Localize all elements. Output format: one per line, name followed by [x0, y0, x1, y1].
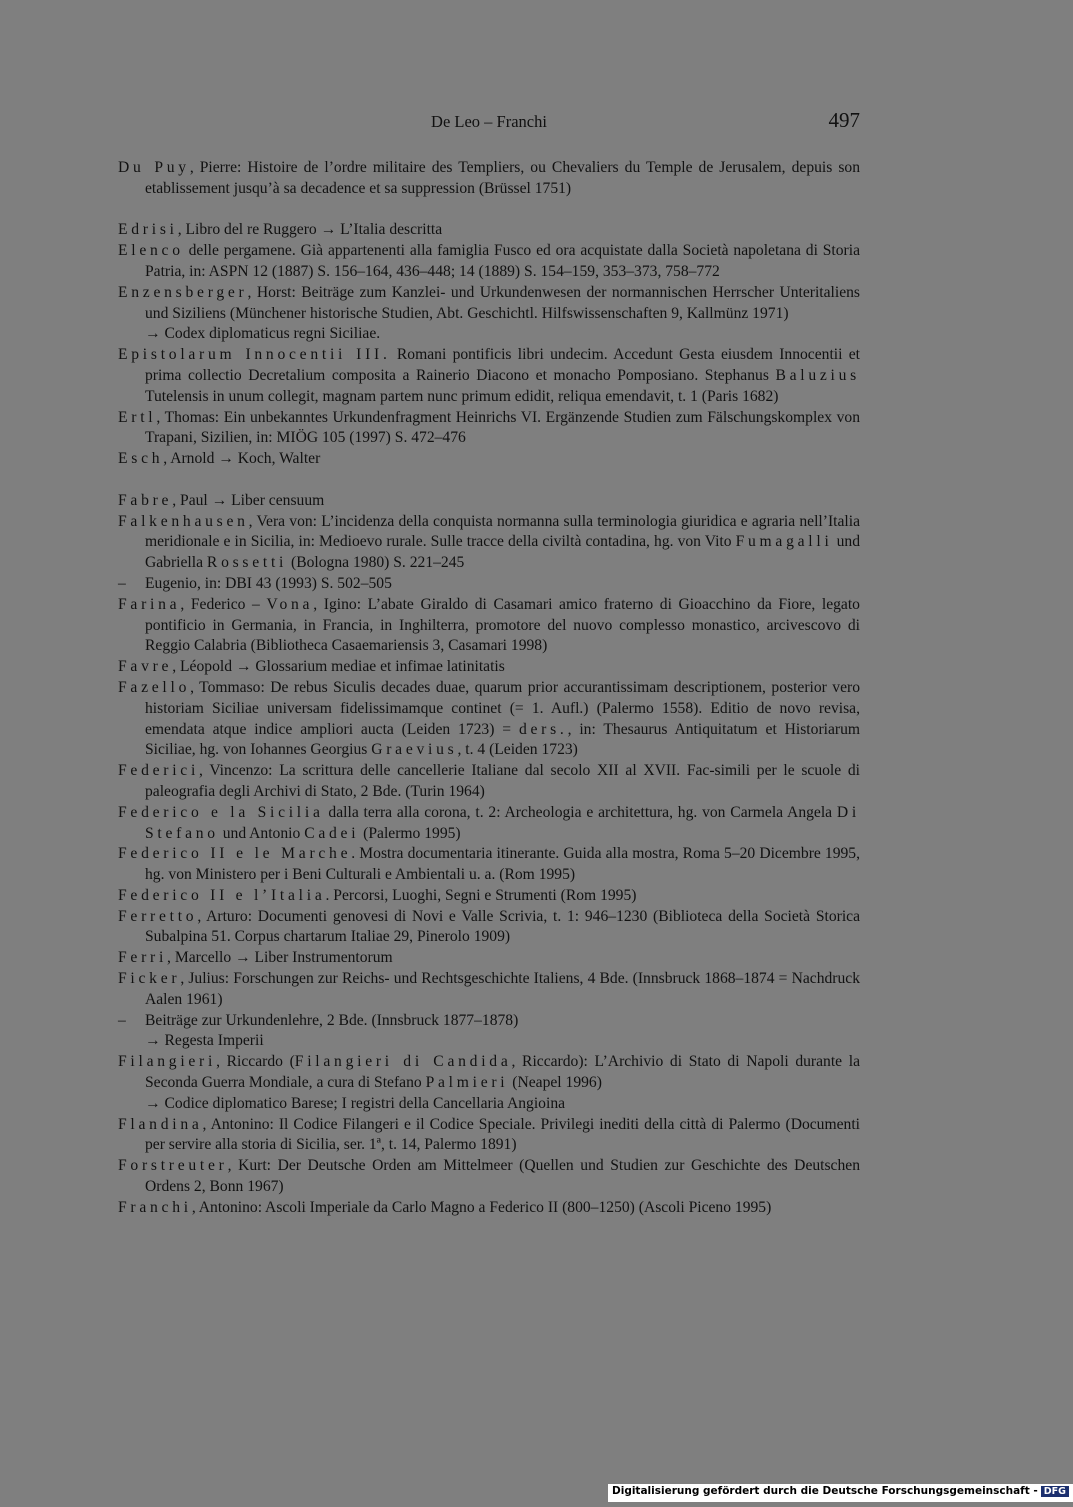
running-header	[118, 108, 860, 138]
entry-text: , Tommaso: De rebus Siculis decades duae, quarum prior accurantissimam descriptionem, posterior vero historiam Siciliae universam fidelissimamque continet (= 1. Aufl.) (Palermo 1558). Editio de novo revisa, emendata atque indice ampliori aucta (Leiden 1723) =	[145, 678, 860, 738]
letter-gap	[118, 200, 860, 221]
bibliography-entry	[118, 1156, 860, 1198]
entry-author: Forstreuter	[118, 1157, 228, 1175]
entry-person: Cadei	[304, 824, 360, 842]
bibliography-entry	[118, 886, 860, 907]
bibliography-entry	[118, 907, 860, 949]
entry-author: Federici	[118, 762, 200, 780]
entry-author: Falkenhausen	[118, 512, 249, 530]
entry-text: , Antonino: Ascoli Imperiale da Carlo Magno a Federico II (800–1250) (Ascoli Piceno 1995)	[191, 1198, 772, 1216]
entry-text: , Thomas: Ein unbekanntes Urkundenfragment Heinrichs VI. Ergänzende Studien zum Fälschungskomplex von Trapani, Sizilien, in: MIÖG 105 (1997) S. 472–476	[145, 408, 860, 447]
entry-author: Esch	[118, 450, 164, 468]
entry-text: , in: Thesaurus Antiquitatum et Historiarum Siciliae, hg. von Iohannes Georgius	[145, 720, 861, 759]
footer-text: Digitalisierung gefördert durch die Deutsche Forschungsgemeinschaft -	[612, 1485, 1038, 1497]
entry-author: Fabre	[118, 491, 173, 509]
entry-text: . Percorsi, Luoghi, Segni e Strumenti (Rom 1995)	[325, 886, 637, 904]
entry-text: , Riccardo (	[216, 1053, 295, 1071]
entry-author: Edrisi	[118, 221, 178, 239]
bibliography-entry	[118, 761, 860, 803]
bibliography-entry	[118, 345, 860, 407]
entry-author: Epistolarum Innocentii III.	[118, 346, 391, 364]
bibliography-entry	[118, 408, 860, 450]
bibliography-entry	[118, 512, 860, 574]
entry-person: Filangieri di Candida	[294, 1053, 512, 1071]
entry-text: , Igino: L’abate Giraldo di Casamari amico fraterno di Gioacchino da Fiore, legato pontificio in Germania, in Francia, in Inghilterra, promotore del nuovo complesso monastico, arcivescovo di Reggio Calabria (Bibliotheca Casaemariensis 3, Casamari 1998)	[145, 595, 860, 655]
entry-text: , Libro del re Ruggero → L’Italia descritta	[177, 221, 443, 239]
entry-author: Filangieri	[118, 1053, 217, 1071]
bibliography-entry	[118, 657, 860, 678]
bibliography-list	[118, 158, 860, 1219]
entry-text: . Mostra documentaria itinerante. Guida alla mostra, Roma 5–20 Dicembre 1995, hg. von Ministero per i Beni Culturali e Ambientali u. a. (Rom 1995)	[145, 845, 860, 884]
entry-author: Du Puy	[118, 159, 190, 176]
bibliography-entry	[118, 574, 860, 595]
entry-text: , Léopold → Glossarium mediae et infimae latinitatis	[172, 658, 505, 676]
dfg-logo: DFG	[1041, 1486, 1069, 1497]
entry-cross-reference: → Codex diplomaticus regni Siciliae.	[145, 325, 381, 343]
entry-person: Graevius	[371, 741, 458, 759]
bibliography-entry	[118, 948, 860, 969]
entry-author: Federico e la Sicilia	[118, 803, 324, 821]
entry-text: (Palermo 1995)	[359, 824, 461, 842]
entry-text: , Federico –	[180, 595, 267, 613]
bibliography-entry	[118, 595, 860, 657]
entry-author: Ferri	[118, 949, 168, 967]
entry-text: Eugenio, in: DBI 43 (1993) S. 502–505	[145, 574, 392, 592]
entry-person: Rossetti	[206, 554, 288, 572]
entry-person: Fumagalli	[735, 533, 833, 551]
entry-text: Beiträge zur Urkundenlehre, 2 Bde. (Innsbruck 1877–1878)	[145, 1011, 519, 1029]
entry-text: , Arnold → Koch, Walter	[163, 450, 321, 468]
entry-person: ders.	[518, 720, 568, 738]
entry-cross-reference: → Regesta Imperii	[145, 1032, 264, 1050]
entry-text: , Kurt: Der Deutsche Orden am Mittelmeer (Quellen und Studien zur Geschichte des Deutschen Ordens 2, Bonn 1967)	[145, 1157, 860, 1196]
entry-text: , Antonino: Il Codice Filangeri e il Codice Speciale. Privilegi inediti della città di Palermo (Documenti per servire alla storia di Sicilia, ser. 1ª, t. 14, Palermo 1891)	[145, 1115, 860, 1154]
entry-text: dalla terra alla corona, t. 2: Archeologia e architettura, hg. von Carmela Angela	[323, 803, 837, 821]
entry-author: Enzensberger	[118, 283, 248, 301]
entry-text: und Antonio	[218, 824, 305, 842]
ditto-dash: –	[118, 1011, 126, 1029]
entry-author: Elenco	[118, 242, 184, 260]
bibliography-entry	[118, 1198, 860, 1219]
entry-person: Palmieri	[425, 1074, 509, 1092]
entry-person: Vona	[266, 595, 314, 613]
running-title: De Leo – Franchi	[431, 112, 547, 131]
entry-text: und Gabriella	[145, 533, 860, 572]
entry-text: (Bologna 1980) S. 221–245	[287, 554, 465, 572]
entry-author: Ertl	[118, 408, 157, 426]
bibliography-entry	[118, 220, 860, 241]
entry-text: , Pierre: Histoire de l’ordre militaire des Templiers, ou Chevaliers du Temple de Jerusalem, depuis son etablissement jusqu’à sa decadence et sa suppression (Brüssel 1751)	[145, 159, 861, 197]
entry-person: Di Stefano	[145, 803, 860, 842]
bibliography-entry	[118, 1115, 860, 1157]
page-number: 497	[828, 108, 860, 132]
entry-author: Fazello	[118, 678, 191, 696]
dfg-funding-notice	[608, 1484, 1073, 1502]
entry-cross-reference: → Codice diplomatico Barese; I registri della Cancellaria Angioina	[145, 1094, 566, 1112]
entry-text: , Horst: Beiträge zum Kanzlei- und Urkundenwesen der normannischen Herrscher Unteritaliens und Siziliens (Münchener historische Studien, Abt. Geschichtl. Hilfswissenschaften 9, Kallmünz 1971)	[145, 283, 860, 322]
entry-text: , Julius: Forschungen zur Reichs- und Rechtsgeschichte Italiens, 4 Bde. (Innsbruck 1868–1874 = Nachdruck Aalen 1961)	[145, 970, 860, 1008]
ditto-dash: –	[118, 574, 126, 592]
entry-text: delle pergamene. Già appartenenti alla famiglia Fusco ed ora acquistate dalla Società napoletana di Storia Patria, in: ASPN 12 (1887) S. 156–164, 436–448; 14 (1889) S. 154–159, 353–373, 758–772	[145, 242, 860, 280]
entry-text: , t. 4 (Leiden 1723)	[457, 741, 578, 759]
entry-text: , Vincenzo: La scrittura delle cancellerie Italiane dal secolo XII al XVII. Fac-simili per le scuole di paleografia degli Archivi di Stato, 2 Bde. (Turin 1964)	[145, 762, 860, 800]
bibliography-entry	[118, 241, 860, 283]
bibliography-entry	[118, 844, 860, 886]
entry-text: , Arturo: Documenti genovesi di Novi e Valle Scrivia, t. 1: 946–1230 (Biblioteca della Società Storica Subalpina 51. Corpus chartarum Italiae 29, Pinerolo 1909)	[145, 907, 860, 946]
bibliography-entry	[118, 158, 860, 200]
bibliography-entry	[118, 449, 860, 470]
entry-author: Ferretto	[118, 907, 198, 925]
entry-text: Romani pontificis libri undecim. Accedunt Gesta eiusdem Innocentii et prima collectio Decretalium composita a Rainerio Diacono et monacho Pomposiano. Stephanus	[145, 346, 860, 384]
entry-text: , Marcello → Liber Instrumentorum	[167, 949, 393, 967]
entry-author: Farina	[118, 595, 181, 613]
entry-text: , Riccardo): L’Archivio di Stato di Napoli durante la Seconda Guerra Mondiale, a cura di Stefano	[145, 1053, 860, 1092]
entry-author: Ficker	[118, 970, 181, 988]
bibliography-entry	[118, 283, 860, 325]
entry-author: Favre	[118, 658, 173, 676]
entry-text: , Vera von: L’incidenza della conquista normanna sulla terminologia giuridica e agraria nell’Italia meridionale e in Sicilia, in: Medioevo rurale. Sulle tracce della civiltà contadina, hg. von Vito	[145, 512, 860, 551]
bibliography-entry	[118, 969, 860, 1011]
entry-person: Baluzius	[775, 366, 860, 384]
bibliography-entry	[118, 803, 860, 845]
entry-author: Federico II e le Marche	[118, 845, 352, 863]
entry-author: Flandina	[118, 1115, 203, 1133]
bibliography-entry	[118, 1052, 860, 1094]
letter-gap	[118, 470, 860, 491]
entry-author: Federico II e l’Italia	[118, 886, 326, 904]
entry-text: Tutelensis in unum collegit, magnam partem nunc primum edidit, reliqua emendavit, t. 1 (Paris 1682)	[145, 387, 779, 405]
entry-text: (Neapel 1996)	[508, 1074, 602, 1092]
entry-text: , Paul → Liber censuum	[172, 491, 325, 509]
entry-author: Franchi	[118, 1198, 192, 1216]
bibliography-entry	[118, 491, 860, 512]
bibliography-entry	[118, 678, 860, 761]
bibliography-entry	[118, 1011, 860, 1032]
